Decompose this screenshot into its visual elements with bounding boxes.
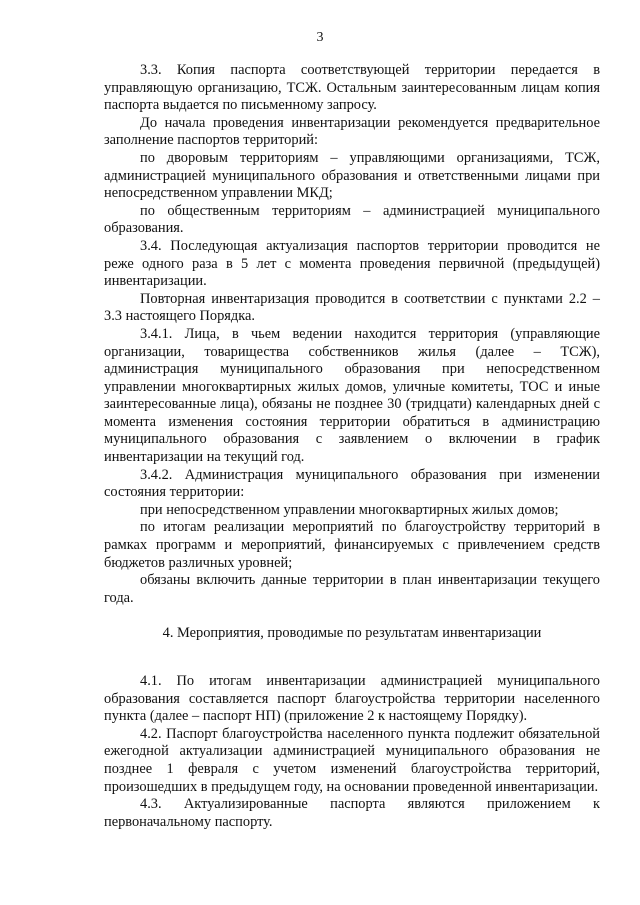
paragraph-3-4: 3.4. Последующая актуализация паспортов территории проводится не реже одного раза в 5 лет с момента проведения первичной (предыдущей) инвентаризации. xyxy=(104,237,600,290)
paragraph-direct-management: при непосредственном управлении многоквартирных жилых домов; xyxy=(140,501,559,518)
paragraph-include-in-plan: обязаны включить данные территории в план инвентаризации текущего года. xyxy=(104,572,600,606)
paragraph-4-2: 4.2. Паспорт благоустройства населенного пункта подлежит обязательной ежегодной актуализации администрацией муниципального образования не позднее 1 февраля с учетом изменений благоустройства территорий, произошедших в предыдущем году, на основании проведенной инвентаризации. xyxy=(104,725,600,795)
paragraph-improvement-results: по итогам реализации мероприятий по благоустройству территорий в рамках программ и мероприятий, финансируемых с привлечением средств бюджетов различных уровней; xyxy=(104,519,600,571)
paragraph-3-4-1: 3.4.1. Лица, в чьем ведении находится территория (управляющие организации, товарищества собственников жилья (далее – ТСЖ), администрация муниципального образования при непосредственном управлении многоквартирных жилых домов, уличные комитеты, ТОС и иные заинтересованные лица), обязаны не позднее 30 (тридцати) календарных дней с момента изменения состояния территории обратиться в администрацию муниципального образования с заявлением о включении в график инвентаризации на текущий год. xyxy=(104,325,600,466)
document-body xyxy=(104,62,600,831)
paragraph-3-4-2: 3.4.2. Администрация муниципального образования при изменении состояния территории: xyxy=(104,466,600,501)
paragraph-repeat-inventory: Повторная инвентаризация проводится в соответствии с пунктами 2.2 – 3.3 настоящего Порядка. xyxy=(104,290,600,325)
page-number: 3 xyxy=(316,30,324,45)
paragraph-public-territories: по общественным территориям – администрацией муниципального образования. xyxy=(104,202,600,237)
paragraph-yard-territories: по дворовым территориям – управляющими организациями, ТСЖ, администрацией муниципального образования и ответственными лицами при непосредственном управлении МКД; xyxy=(104,149,600,202)
paragraph-4-1: 4.1. По итогам инвентаризации администрацией муниципального образования составляется паспорт благоустройства территории населенного пункта (далее – паспорт НП) (приложение 2 к настоящему Порядку). xyxy=(104,673,600,725)
paragraph-4-3: 4.3. Актуализированные паспорта являются приложением к первоначальному паспорту. xyxy=(104,796,600,830)
section-heading: 4. Мероприятия, проводимые по результатам инвентаризации xyxy=(162,625,542,642)
paragraph-3-3: 3.3. Копия паспорта соответствующей территории передается в управляющую организацию, ТСЖ. Остальным заинтересованным лицам копия паспорта выдается по письменному запросу. xyxy=(104,62,600,114)
paragraph-prefill-intro: До начала проведения инвентаризации рекомендуется предварительное заполнение паспортов территорий: xyxy=(104,114,600,149)
